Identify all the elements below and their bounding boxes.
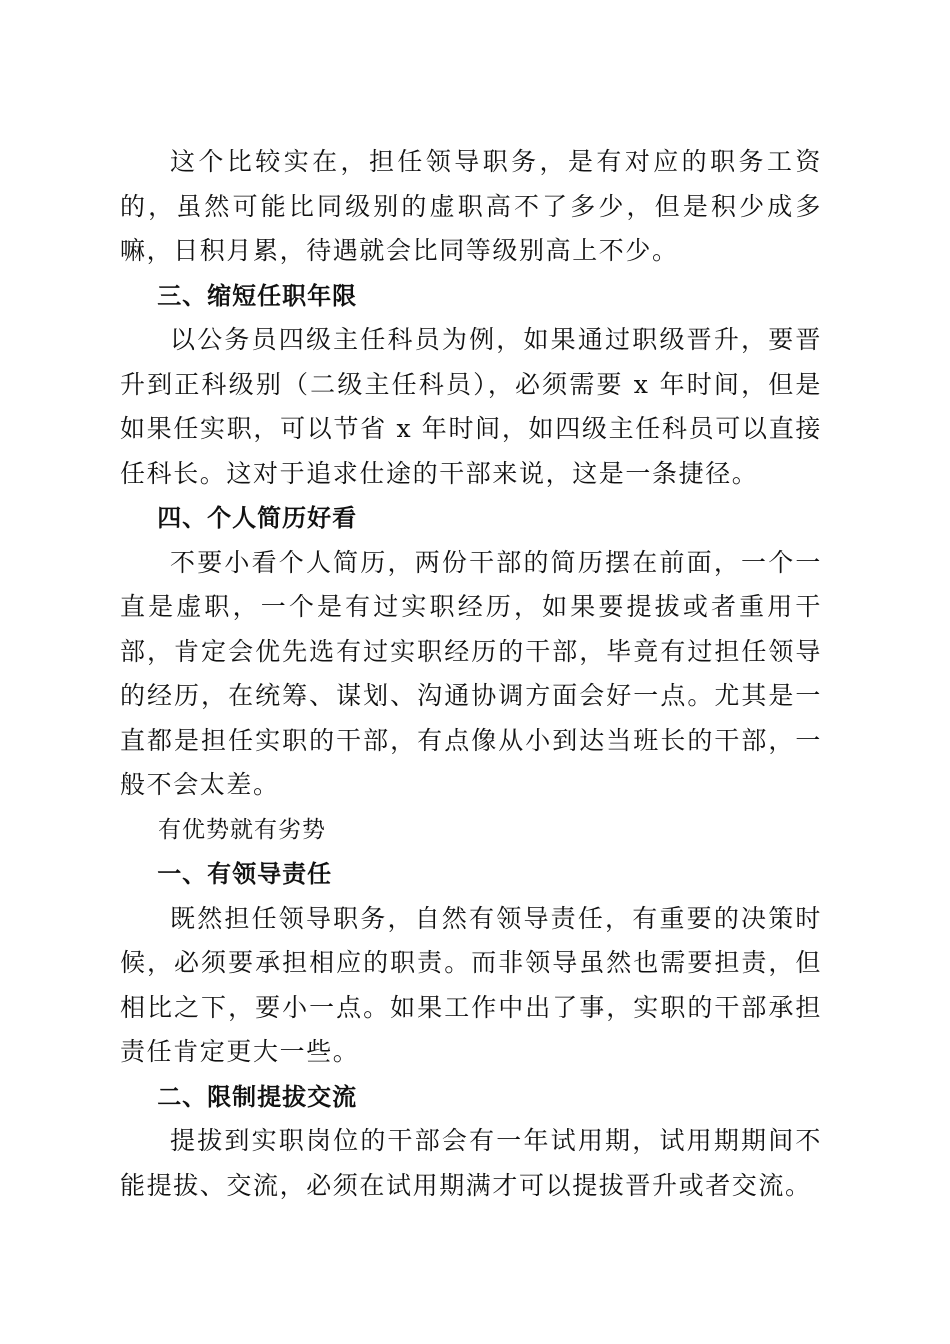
- heading-shorten-tenure: 三、缩短任职年限: [157, 281, 358, 310]
- paragraph-promotion-limit: 提拔到实职岗位的干部会有一年试用期，试用期期间不能提拔、交流，必须在试用期满才可以提拔晋升或者交流。: [120, 1126, 822, 1200]
- paragraph-tenure: 以公务员四级主任科员为例，如果通过职级晋升，要晋升到正科级别（二级主任科员），必须需要 x 年时间，但是如果任实职，可以节省 x 年时间，如四级主任科员可以直接任科长。这对于追求仕途的干部来说，这是一条捷径。: [120, 325, 822, 488]
- heading-responsibility: 一、有领导责任: [157, 860, 333, 888]
- document-body: [120, 140, 822, 1208]
- heading-resume: 四、个人简历好看: [157, 504, 358, 532]
- paragraph-resume: 不要小看个人简历，两份干部的简历摆在前面，一个一直是虚职，一个是有过实职经历，如果要提拔或者重用干部，肯定会优先选有过实职经历的干部，毕竟有过担任领导的经历，在统筹、谋划、沟通协调方面会好一点。尤其是一直都是担任实职的干部，有点像从小到达当班长的干部，一般不会太差。: [120, 547, 822, 799]
- paragraph-salary: 这个比较实在，担任领导职务，是有对应的职务工资的，虽然可能比同级别的虚职高不了多少，但是积少成多嘛，日积月累，待遇就会比同等级别高上不少。: [120, 147, 822, 265]
- paragraph-responsibility: 既然担任领导职务，自然有领导责任，有重要的决策时候，必须要承担相应的职责。而非领导虽然也需要担责，但相比之下，要小一点。如果工作中出了事，实职的干部承担责任肯定更大一些。: [120, 903, 822, 1066]
- section-title-disadvantages: 有优势就有劣势: [157, 816, 326, 843]
- heading-promotion-limit: 二、限制提拔交流: [157, 1082, 358, 1111]
